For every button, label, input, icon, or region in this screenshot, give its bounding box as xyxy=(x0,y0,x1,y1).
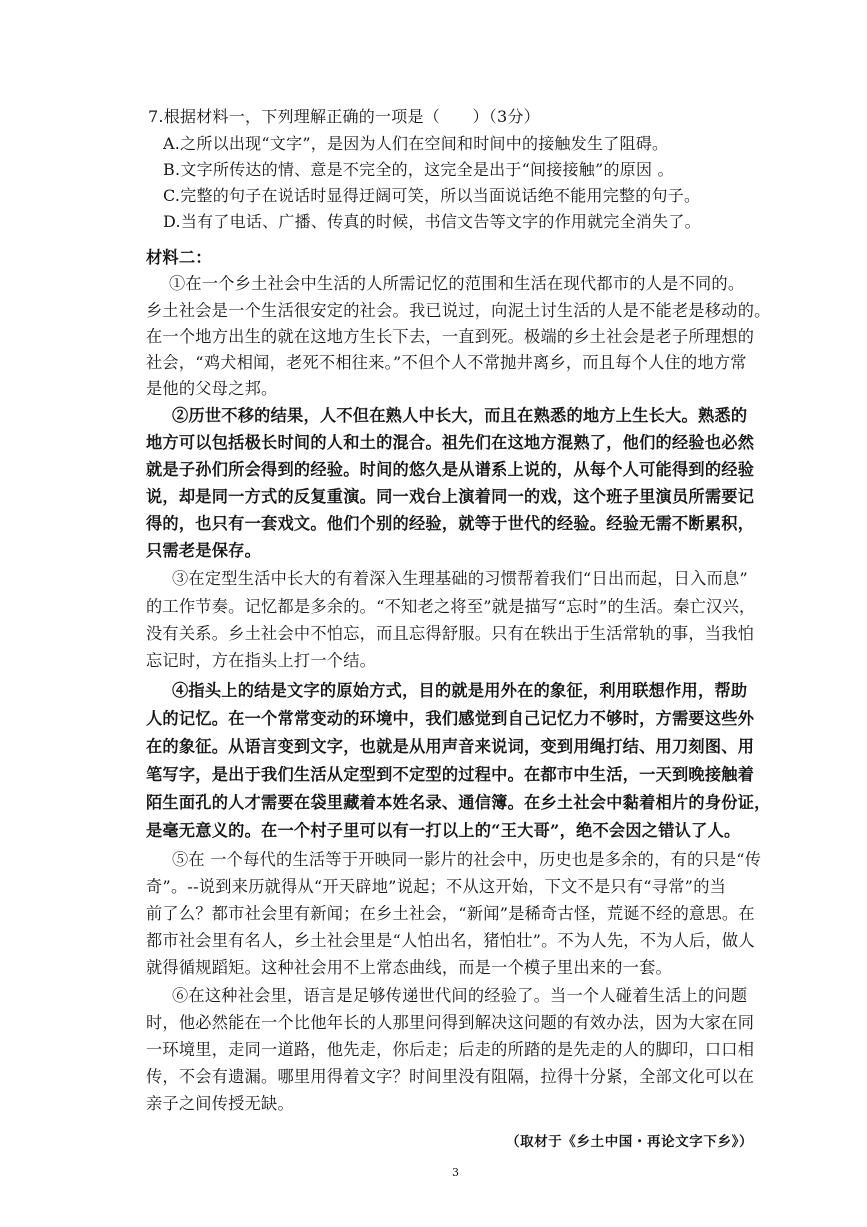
text-line: 都市社会里有名人，乡土社会里是“人怕出名，猪怕壮”。不为人先，不为人后，做人 xyxy=(146,931,755,950)
text-line: 就是子孙们所会得到的经验。时间的悠久是从谱系上说的，从每个人可能得到的经验 xyxy=(146,460,755,479)
text-line: 是他的父母之邦。 xyxy=(146,379,278,398)
text-line: 是毫无意义的。在一个村子里可以有一打以上的“王大哥”，绝不会因之错认了人。 xyxy=(146,821,741,840)
text-line: ②历世不移的结果，人不但在熟人中长大，而且在熟悉的地方上生长大。熟悉的 xyxy=(172,406,748,425)
text-line: 传，不会有遗漏。哪里用得着文字？时间里没有阻隔，拉得十分紧，全部文化可以在 xyxy=(146,1067,755,1086)
text-line: 社会，“鸡犬相闻，老死不相往来。”不但个人不常抛井离乡，而且每个人住的地方常 xyxy=(146,353,747,372)
text-line: 地方可以包括极长时间的人和土的混合。祖先们在这地方混熟了，他们的经验也必然 xyxy=(146,433,755,452)
text-line: 时，他必然能在一个比他年长的人那里问得到解决这问题的有效办法，因为大家在同 xyxy=(146,1013,755,1032)
text-line: 乡土社会是一个生活很安定的社会。我已说过，向泥土讨生活的人是不能老是移动的。 xyxy=(146,301,771,320)
text-line: ④指头上的结是文字的原始方式，目的就是用外在的象征，利用联想作用，帮助 xyxy=(172,681,748,700)
text-line: 奇”。--说到来历就得从“开天辟地”说起；不从这开始，下文不是只有“寻常”的当 xyxy=(146,877,727,896)
option-a: A.之所以出现“文字”，是因为人们在空间和时间中的接触发生了阻碍。 xyxy=(163,134,669,153)
question-stem: 7.根据材料一，下列理解正确的一项是（ ）（3分） xyxy=(148,107,540,126)
text-line: 得的，也只有一套戏文。他们个别的经验，就等于世代的经验。经验无需不断累积， xyxy=(146,514,755,533)
option-d: D.当有了电话、广播、传真的时候，书信文告等文字的作用就完全消失了。 xyxy=(163,212,701,231)
option-b: B.文字所传达的情、意是不完全的，这完全是出于“间接接触”的原因 。 xyxy=(163,160,674,179)
text-line: 亲子之间传授无缺。 xyxy=(146,1094,294,1113)
text-line: 人的记忆。在一个常常变动的环境中，我们感觉到自己记忆力不够时，方需要这些外 xyxy=(146,709,755,728)
text-line: ①在一个乡土社会中生活的人所需记忆的范围和生活在现代都市的人是不同的。 xyxy=(169,274,745,293)
text-line: 忘记时，方在指头上打一个结。 xyxy=(146,651,377,670)
material-heading: 材料二： xyxy=(146,248,212,267)
text-line: 说，却是同一方式的反复重演。同一戏台上演着同一的戏，这个班子里演员所需要记 xyxy=(146,487,755,506)
text-line: ⑥在这种社会里，语言是足够传递世代间的经验了。当一个人碰着生活上的问题 xyxy=(172,986,748,1005)
text-line: 的工作节奏。记忆都是多余的。“不知老之将至”就是描写“忘时”的生活。秦亡汉兴， xyxy=(146,597,756,616)
text-line: 只需老是保存。 xyxy=(146,541,262,560)
text-line: 陌生面孔的人才需要在袋里藏着本姓名录、通信簿。在乡土社会中黏着相片的身份证， xyxy=(146,793,771,812)
page-number: 3 xyxy=(452,1166,460,1179)
text-line: 一环境里，走同一道路，他先走，你后走；后走的所踏的是先走的人的脚印，口口相 xyxy=(146,1040,755,1059)
text-line: ③在定型生活中长大的有着深入生理基础的习惯帮着我们“日出而起，日入而息” xyxy=(172,569,748,588)
text-line: 在一个地方出生的就在这地方生长下去，一直到死。极端的乡土社会是老子所理想的 xyxy=(146,327,755,346)
text-line: 笔写字，是出于我们生活从定型到不定型的过程中。在都市中生活，一天到晚接触着 xyxy=(146,765,755,784)
source-citation: （取材于《乡土中国・再论文字下乡》） xyxy=(506,1134,754,1150)
text-line: 就得循规蹈矩。这种社会用不上常态曲线，而是一个模子里出来的一套。 xyxy=(146,958,672,977)
text-line: 前了么？都市社会里有新闻；在乡土社会，“新闻”是稀奇古怪，荒诞不经的意思。在 xyxy=(146,904,755,923)
option-c: C.完整的句子在说话时显得迂阔可笑，所以当面说话绝不能用完整的句子。 xyxy=(163,186,701,205)
text-line: ⑤在 一个每代的生活等于开映同一影片的社会中，历史也是多余的，有的只是“传 xyxy=(172,850,762,869)
text-line: 没有关系。乡土社会中不怕忘，而且忘得舒服。只有在轶出于生活常轨的事，当我怕 xyxy=(146,624,755,643)
text-line: 在的象征。从语言变到文字，也就是从用声音来说词，变到用绳打结、用刀刻图、用 xyxy=(146,737,755,756)
